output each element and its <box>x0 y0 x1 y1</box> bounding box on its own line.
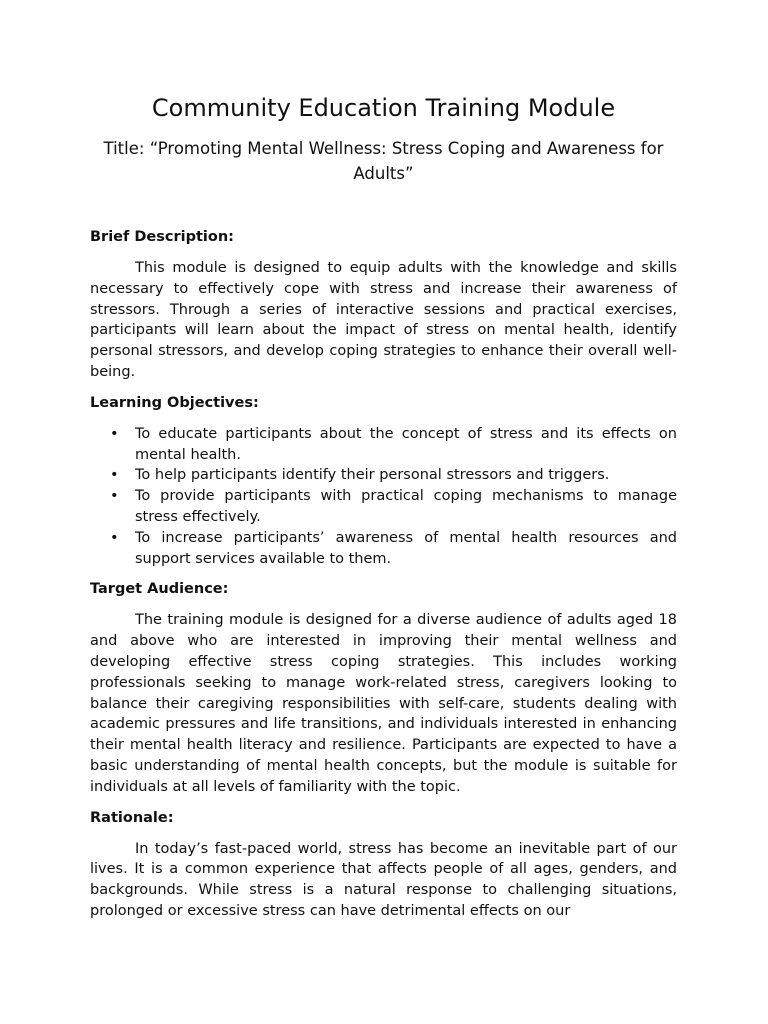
objective-text: To provide participants with practical coping mechanisms to manage stress effectively. <box>135 488 677 525</box>
rationale-heading: Rationale: <box>90 809 174 826</box>
bullet-icon: • <box>110 467 119 484</box>
brief-description-text: This module is designed to equip adults with the knowledge and skills necessary to effectively cope with stress and increase their awareness of stressors. Through a series of interactive sessions and practical exercises, participants will learn about the impact of stress on mental health, identify personal stressors, and develop coping strategies to enhance their overall well-being. <box>90 260 677 380</box>
learning-objectives-list <box>90 424 677 570</box>
bullet-icon: • <box>110 425 119 442</box>
document-title: Community Education Training Module <box>151 94 616 122</box>
objective-text: To increase participants’ awareness of mental health resources and support services available to them. <box>135 529 677 567</box>
objective-text: To educate participants about the concept of stress and its effects on mental health. <box>135 425 677 463</box>
objective-item <box>90 528 677 570</box>
document-subtitle: Title: “Promoting Mental Wellness: Stress Coping and Awareness for Adults” <box>103 139 664 183</box>
target-audience-text: The training module is designed for a diverse audience of adults aged 18 and above who are interested in improving their mental wellness and developing effective stress coping strategies. This includes working professionals seeking to manage work-related stress, caregivers looking to balance their caregiving responsibilities with self-care, students dealing with academic pressures and life transitions, and individuals interested in enhancing their mental health literacy and resilience. Participants are expected to have a basic understanding of mental health concepts, but the module is suitable for individuals at all levels of familiarity with the topic. <box>90 612 677 795</box>
objective-text: To help participants identify their personal stressors and triggers. <box>135 467 610 484</box>
bullet-icon: • <box>110 488 119 505</box>
document-page <box>90 92 677 922</box>
objective-item <box>90 486 677 528</box>
target-audience-heading: Target Audience: <box>90 581 229 598</box>
rationale-text: In today’s fast-paced world, stress has become an inevitable part of our lives. It is a common experience that affects people of all ages, genders, and backgrounds. While stress is a natural response to challenging situations, prolonged or excessive stress can have detrimental effects on our <box>90 840 677 919</box>
bullet-icon: • <box>110 529 119 546</box>
learning-objectives-heading: Learning Objectives: <box>90 394 259 411</box>
objective-item <box>90 424 677 466</box>
brief-description-heading: Brief Description: <box>90 229 234 245</box>
objective-item <box>90 465 677 486</box>
